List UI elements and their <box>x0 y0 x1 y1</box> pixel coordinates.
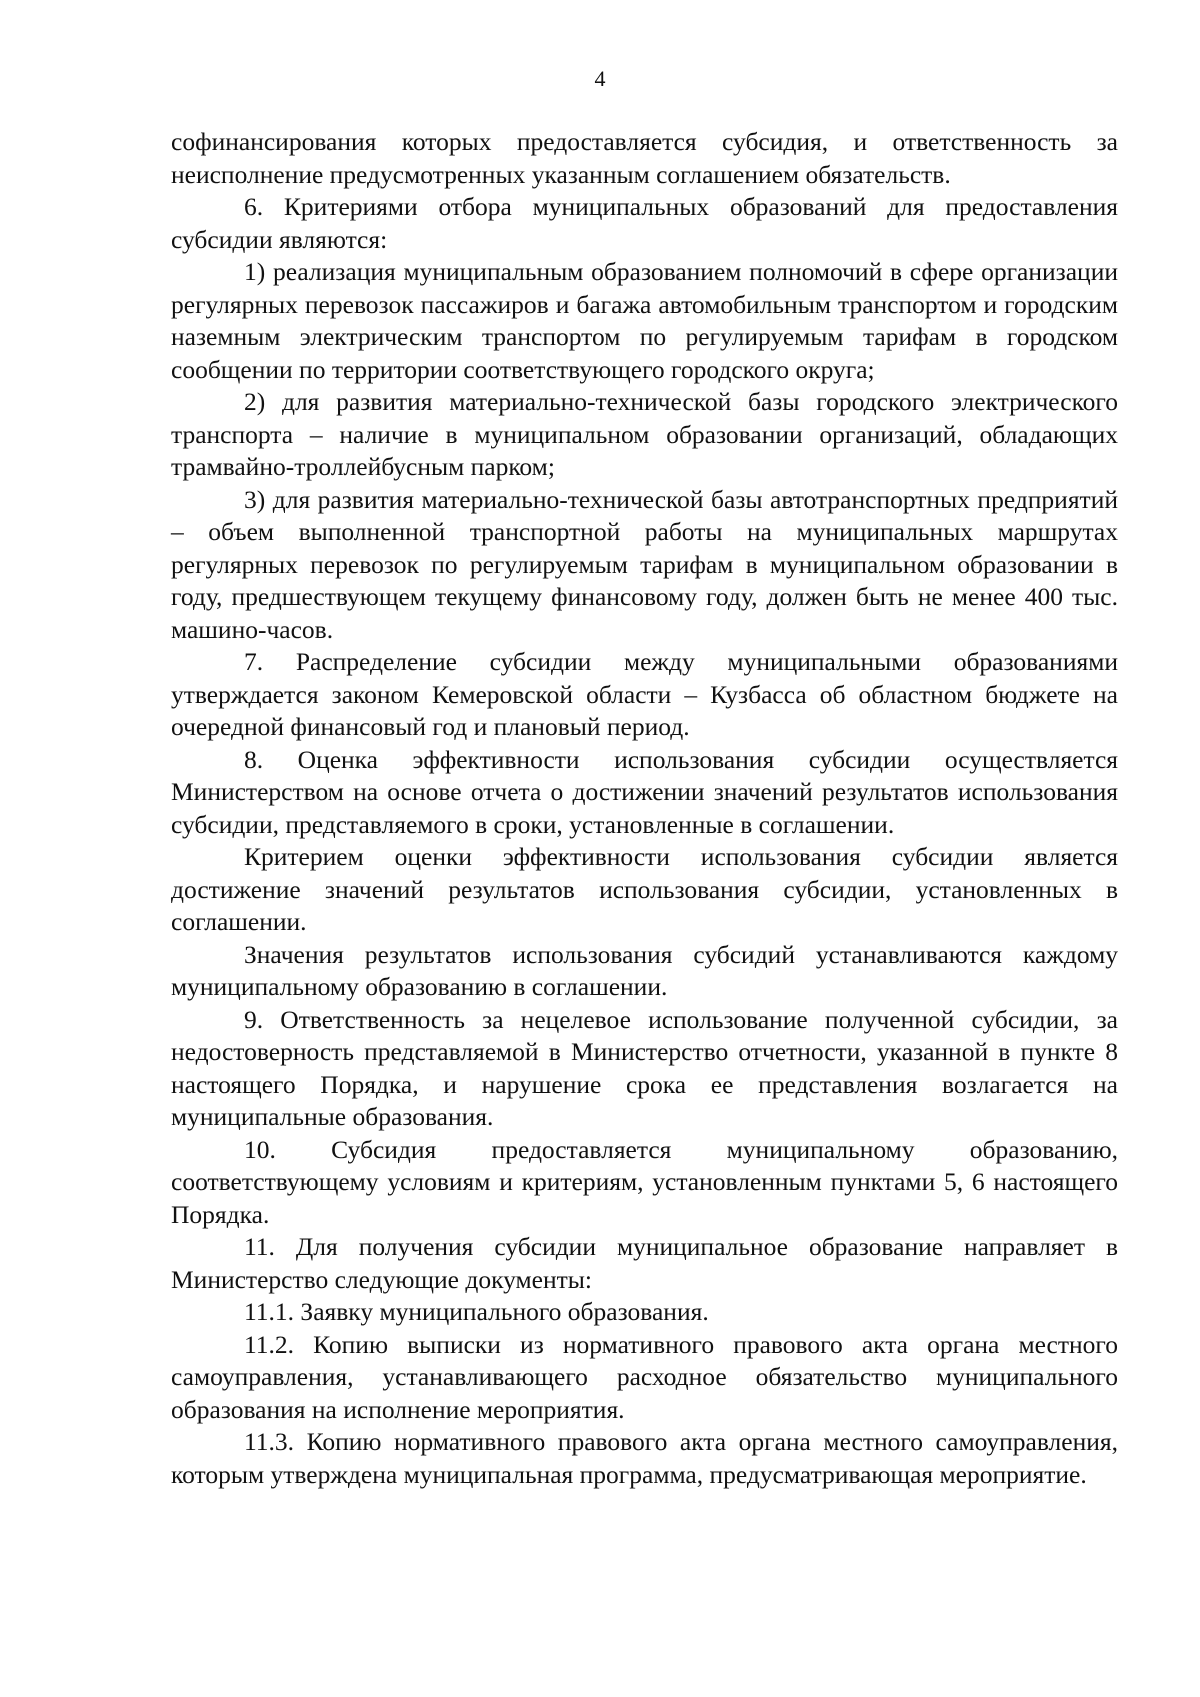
paragraph-item-7: 7. Распределение субсидии между муниципальными образованиями утверждается законом Кемеровской области – Кузбасса об областном бюджете на очередной финансовый год и плановый период. <box>171 647 1118 741</box>
paragraph-result-values: Значения результатов использования субсидий устанавливаются каждому муниципальному образованию в соглашении. <box>171 939 1118 1001</box>
document-body <box>171 126 1118 1491</box>
paragraph-item-8: 8. Оценка эффективности использования субсидии осуществляется Министерством на основе отчета о достижении значений результатов использования субсидии, представляемого в сроки, установленные в соглашении. <box>171 744 1118 839</box>
paragraph-item-9: 9. Ответственность за нецелевое использование полученной субсидии, за недостоверность представляемой в Министерство отчетности, указанной в пункте 8 настоящего Порядка, и нарушение срока ее представления возлагается на муниципальные образования. <box>171 1004 1118 1131</box>
paragraph-item-11: 11. Для получения субсидии муниципальное образование направляет в Министерство следующие документы: <box>171 1232 1118 1294</box>
page-number: 4 <box>594 66 606 91</box>
paragraph-criterion-2: 2) для развития материально-технической базы городского электрического транспорта – наличие в муниципальном образовании организаций, обладающих трамвайно-троллейбусным парком; <box>171 387 1118 481</box>
paragraph-item-10: 10. Субсидия предоставляется муниципальному образованию, соответствующему условиям и критериям, установленным пунктами 5, 6 настоящего Порядка. <box>171 1134 1118 1229</box>
paragraph-continuation: софинансирования которых предоставляется субсидия, и ответственность за неисполнение предусмотренных указанным соглашением обязательств. <box>171 127 1118 189</box>
paragraph-item-6: 6. Критериями отбора муниципальных образований для предоставления субсидии являются: <box>171 192 1118 254</box>
paragraph-criterion-1: 1) реализация муниципальным образованием полномочий в сфере организации регулярных перевозок пассажиров и багажа автомобильным транспортом и городским наземным электрическим транспортом по регулируемым тарифам в городском сообщении по территории соответствующего городского округа; <box>171 257 1118 384</box>
paragraph-evaluation-criterion: Критерием оценки эффективности использования субсидии является достижение значений результатов использования субсидии, установленных в соглашении. <box>171 842 1118 936</box>
paragraph-item-11-2: 11.2. Копию выписки из нормативного правового акта органа местного самоуправления, устанавливающего расходное обязательство муниципального образования на исполнение мероприятия. <box>171 1329 1118 1424</box>
paragraph-item-11-1: 11.1. Заявку муниципального образования. <box>244 1297 709 1326</box>
paragraph-criterion-3: 3) для развития материально-технической базы автотранспортных предприятий – объем выполненной транспортной работы на муниципальных маршрутах регулярных перевозок по регулируемым тарифам в муниципальном образовании в году, предшествующем текущему финансовому году, должен быть не менее 400 тыс. машино-часов. <box>171 484 1118 644</box>
paragraph-item-11-3: 11.3. Копию нормативного правового акта органа местного самоуправления, которым утверждена муниципальная программа, предусматривающая мероприятие. <box>171 1427 1118 1489</box>
